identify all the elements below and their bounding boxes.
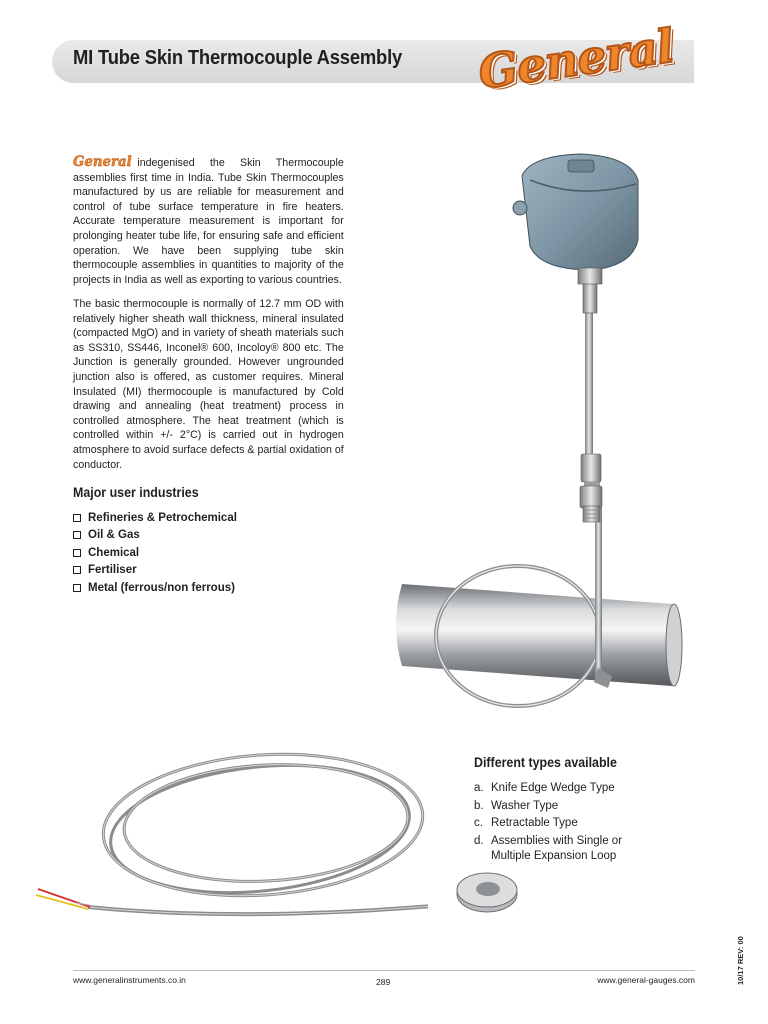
page-number: 289 <box>376 977 391 987</box>
list-marker: c. <box>474 817 483 829</box>
list-item <box>73 544 237 562</box>
list-item-label: Washer Type <box>491 799 559 812</box>
checkbox-bullet-icon <box>73 531 81 539</box>
tube-skin-thermocouple-illustration <box>380 148 700 728</box>
footer-website-link-left[interactable]: www.generalinstruments.co.in <box>73 975 186 985</box>
list-item <box>474 816 694 831</box>
checkbox-bullet-icon <box>73 514 81 522</box>
sheath-rod <box>585 313 593 463</box>
checkbox-bullet-icon <box>73 549 81 557</box>
list-item-label: Retractable Type <box>491 817 578 829</box>
list-item-label: Fertiliser <box>88 564 137 577</box>
checkbox-bullet-icon <box>73 566 81 574</box>
types-heading: Different types available <box>474 755 617 770</box>
inline-brand-logo: General <box>73 154 132 170</box>
list-item <box>73 509 237 527</box>
page-title: MI Tube Skin Thermocouple Assembly <box>73 47 403 69</box>
list-item-label: Knife Edge Wedge Type <box>491 782 615 794</box>
intro-paragraph-1-text: indegenised the Skin Thermocouple assemblies first time in India. Tube Skin Thermocouples manufactured by us are reliable for measurement and control of tube surface temperature in fire heaters. Accurate temperature measurement is important for prolonging heater tube life, for ensuring safe and efficient operation. We have been supplying tube skin thermocouple assemblies in quantities to majority of the projects in India as well as exporting to various countries. <box>73 157 344 286</box>
list-item-label: Assemblies with Single or Multiple Expansion Loop <box>491 834 623 862</box>
industries-list <box>73 509 237 597</box>
brand-logo: General <box>475 18 677 100</box>
list-item-label: Oil & Gas <box>88 529 140 542</box>
list-marker: d. <box>474 834 484 847</box>
list-item-label: Refineries & Petrochemical <box>88 511 237 524</box>
list-item <box>73 562 237 580</box>
list-item <box>73 579 237 597</box>
list-item <box>474 781 694 796</box>
footer-website-link-right[interactable]: www.general-gauges.com <box>597 975 695 985</box>
list-item <box>474 834 694 864</box>
washer-ring-illustration <box>452 868 522 916</box>
list-item <box>73 527 237 545</box>
list-item-label: Metal (ferrous/non ferrous) <box>88 581 235 594</box>
intro-paragraph-2: The basic thermocouple is normally of 12.7 mm OD with relatively higher sheath wall thickness, mineral insulated (compacted MgO) and in variety of sheath materials such as SS310, SS446, Inconel® 600, Incoloy® 800 etc. The Junction is generally grounded. However ungrounded junction also is offered, as customer requires. Mineral Insulated (MI) thermocouple is manufactured by Cold drawing and annealing (heat treatment) process in controlled atmosphere. The heat treatment (which is controlled within +/- 2°C) is carried out in hydrogen atmosphere to avoid surface defects & partial oxidation of conductor. <box>73 298 344 471</box>
washer-thermocouple-illustration <box>28 745 428 945</box>
intro-paragraph-1 <box>73 155 344 287</box>
list-item-label: Chemical <box>88 546 140 559</box>
checkbox-bullet-icon <box>73 584 81 592</box>
revision-code: 10/17 REV: 00 <box>736 936 745 985</box>
list-marker: b. <box>474 799 484 812</box>
types-list <box>474 781 694 866</box>
list-item <box>474 799 694 814</box>
footer-divider <box>73 970 695 971</box>
industries-heading: Major user industries <box>73 485 199 500</box>
process-fitting <box>580 486 602 508</box>
list-marker: a. <box>474 782 484 794</box>
pipe-body <box>396 584 677 686</box>
compression-fitting <box>583 283 597 313</box>
